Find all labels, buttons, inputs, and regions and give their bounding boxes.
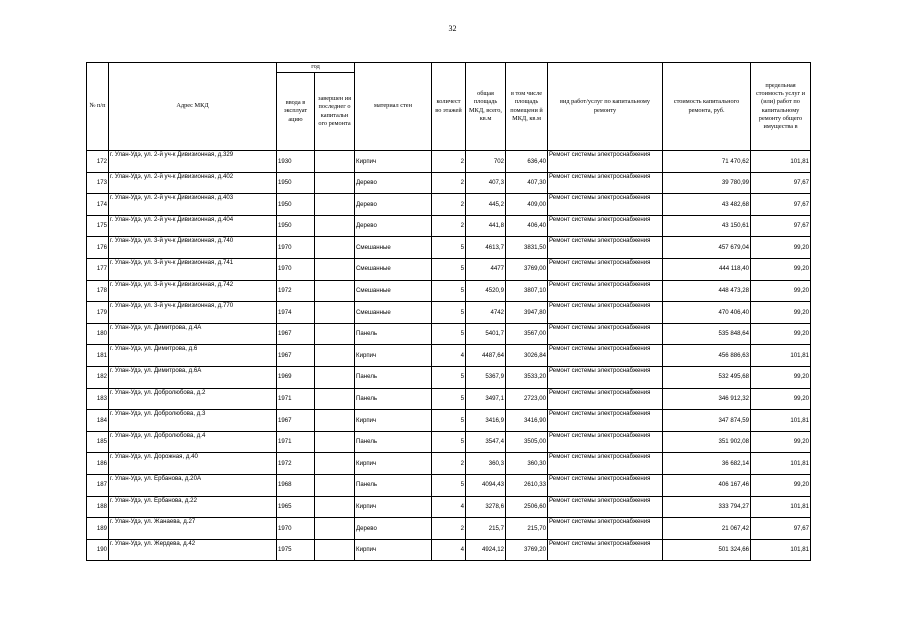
- row-total-area: 5367,9: [466, 366, 506, 388]
- row-max-cost: 99,20: [751, 323, 811, 345]
- row-floors: 4: [432, 539, 466, 561]
- row-number: 188: [87, 496, 109, 518]
- row-year-last-repair: [315, 215, 355, 237]
- row-number: 187: [87, 474, 109, 496]
- row-number: 172: [87, 151, 109, 173]
- row-premises-area: 2723,00: [506, 388, 548, 410]
- row-address: г. Улан-Удэ, ул. 2-й уч-к Дивизионная, д.402: [109, 172, 277, 194]
- row-max-cost: 101,81: [751, 453, 811, 475]
- table-row: [87, 431, 811, 453]
- row-floors: 5: [432, 410, 466, 432]
- row-number: 185: [87, 431, 109, 453]
- row-year-commission: 1967: [277, 323, 315, 345]
- row-cost: 333 794,27: [663, 496, 751, 518]
- row-year-commission: 1970: [277, 237, 315, 259]
- row-floors: 5: [432, 431, 466, 453]
- row-cost: 39 780,99: [663, 172, 751, 194]
- page-number: 32: [448, 24, 457, 33]
- row-year-commission: 1930: [277, 151, 315, 173]
- row-max-cost: 101,81: [751, 345, 811, 367]
- row-year-last-repair: [315, 431, 355, 453]
- header-max-cost: предельная стоимость услуг и (или) работ по капитальному ремонту общего имущества в: [751, 63, 811, 151]
- row-work-type: Ремонт системы электроснабжения: [548, 151, 663, 173]
- row-max-cost: 99,20: [751, 388, 811, 410]
- row-wall-material: Кирпич: [355, 151, 432, 173]
- row-premises-area: 3947,80: [506, 302, 548, 324]
- row-number: 180: [87, 323, 109, 345]
- row-floors: 2: [432, 453, 466, 475]
- header-year-group: год: [277, 63, 355, 73]
- row-year-last-repair: [315, 302, 355, 324]
- row-total-area: 5401,7: [466, 323, 506, 345]
- row-total-area: 702: [466, 151, 506, 173]
- table-row: [87, 302, 811, 324]
- row-total-area: 4924,12: [466, 539, 506, 561]
- row-address: г. Улан-Удэ, ул. 3-й уч-к Дивизионная, д.740: [109, 237, 277, 259]
- row-number: 177: [87, 258, 109, 280]
- row-work-type: Ремонт системы электроснабжения: [548, 280, 663, 302]
- row-number: 189: [87, 518, 109, 540]
- row-address: г. Улан-Удэ, ул. Жанаева, д.27: [109, 518, 277, 540]
- row-year-commission: 1950: [277, 194, 315, 216]
- row-max-cost: 99,20: [751, 280, 811, 302]
- row-address: г. Улан-Удэ, ул. 2-й уч-к Дивизионная, д.404: [109, 215, 277, 237]
- table-row: [87, 258, 811, 280]
- row-wall-material: Дерево: [355, 215, 432, 237]
- row-address: г. Улан-Удэ, ул. Ербанова, д.22: [109, 496, 277, 518]
- row-year-commission: 1967: [277, 410, 315, 432]
- row-year-last-repair: [315, 151, 355, 173]
- row-work-type: Ремонт системы электроснабжения: [548, 258, 663, 280]
- row-wall-material: Смешанные: [355, 237, 432, 259]
- row-year-last-repair: [315, 388, 355, 410]
- row-floors: 5: [432, 388, 466, 410]
- row-number: 174: [87, 194, 109, 216]
- row-year-commission: 1975: [277, 539, 315, 561]
- row-cost: 448 473,28: [663, 280, 751, 302]
- table-row: [87, 388, 811, 410]
- row-total-area: 3278,6: [466, 496, 506, 518]
- row-wall-material: Дерево: [355, 194, 432, 216]
- row-address: г. Улан-Удэ, ул. Добролюбова, д.4: [109, 431, 277, 453]
- row-wall-material: Кирпич: [355, 539, 432, 561]
- row-year-commission: 1950: [277, 215, 315, 237]
- row-number: 179: [87, 302, 109, 324]
- row-wall-material: Кирпич: [355, 453, 432, 475]
- row-year-last-repair: [315, 280, 355, 302]
- row-year-last-repair: [315, 237, 355, 259]
- row-year-last-repair: [315, 172, 355, 194]
- table-row: [87, 366, 811, 388]
- header-cost: стоимость капитального ремонта, руб.: [663, 63, 751, 151]
- table-row: [87, 280, 811, 302]
- row-floors: 5: [432, 323, 466, 345]
- header-work-type: вид работ/услуг по капитальному ремонту: [548, 63, 663, 151]
- row-total-area: 407,3: [466, 172, 506, 194]
- row-work-type: Ремонт системы электроснабжения: [548, 302, 663, 324]
- row-number: 182: [87, 366, 109, 388]
- row-max-cost: 101,81: [751, 410, 811, 432]
- row-year-commission: 1950: [277, 172, 315, 194]
- row-year-last-repair: [315, 539, 355, 561]
- row-year-last-repair: [315, 323, 355, 345]
- header-floors: количест во этажей: [432, 63, 466, 151]
- table-row: [87, 539, 811, 561]
- row-total-area: 445,2: [466, 194, 506, 216]
- row-cost: 21 067,42: [663, 518, 751, 540]
- row-number: 186: [87, 453, 109, 475]
- row-wall-material: Панель: [355, 366, 432, 388]
- row-number: 183: [87, 388, 109, 410]
- row-year-commission: 1972: [277, 280, 315, 302]
- row-total-area: 3497,1: [466, 388, 506, 410]
- row-number: 181: [87, 345, 109, 367]
- row-work-type: Ремонт системы электроснабжения: [548, 237, 663, 259]
- row-address: г. Улан-Удэ, ул. Ербанова, д.20А: [109, 474, 277, 496]
- row-floors: 4: [432, 345, 466, 367]
- row-total-area: 4094,43: [466, 474, 506, 496]
- row-address: г. Улан-Удэ, ул. Димитрова, д.6А: [109, 366, 277, 388]
- row-wall-material: Смешанные: [355, 302, 432, 324]
- row-total-area: 4477: [466, 258, 506, 280]
- row-total-area: 215,7: [466, 518, 506, 540]
- header-year-last-repair: завершен ия последнег о капитальн ого ремонта: [315, 73, 355, 151]
- row-max-cost: 97,67: [751, 518, 811, 540]
- row-work-type: Ремонт системы электроснабжения: [548, 194, 663, 216]
- row-address: г. Улан-Удэ, ул. Добролюбова, д.2: [109, 388, 277, 410]
- row-year-commission: 1967: [277, 345, 315, 367]
- row-premises-area: 3769,00: [506, 258, 548, 280]
- row-cost: 456 886,63: [663, 345, 751, 367]
- row-work-type: Ремонт системы электроснабжения: [548, 172, 663, 194]
- row-cost: 43 150,61: [663, 215, 751, 237]
- table-row: [87, 172, 811, 194]
- row-cost: 71 470,62: [663, 151, 751, 173]
- row-total-area: 360,3: [466, 453, 506, 475]
- header-total-area: общая площадь МКД, всего, кв.м: [466, 63, 506, 151]
- row-max-cost: 99,20: [751, 366, 811, 388]
- row-cost: 444 118,40: [663, 258, 751, 280]
- row-cost: 532 495,68: [663, 366, 751, 388]
- row-floors: 5: [432, 237, 466, 259]
- table-row: [87, 496, 811, 518]
- table-row: [87, 215, 811, 237]
- row-number: 176: [87, 237, 109, 259]
- row-cost: 470 406,40: [663, 302, 751, 324]
- table-row: [87, 453, 811, 475]
- row-max-cost: 97,67: [751, 194, 811, 216]
- row-floors: 2: [432, 215, 466, 237]
- row-premises-area: 406,40: [506, 215, 548, 237]
- row-max-cost: 101,81: [751, 539, 811, 561]
- row-work-type: Ремонт системы электроснабжения: [548, 496, 663, 518]
- table-body: [87, 151, 811, 561]
- row-wall-material: Дерево: [355, 172, 432, 194]
- header-address: Адрес МКД: [109, 63, 277, 151]
- row-work-type: Ремонт системы электроснабжения: [548, 215, 663, 237]
- row-floors: 5: [432, 302, 466, 324]
- table-row: [87, 194, 811, 216]
- row-work-type: Ремонт системы электроснабжения: [548, 366, 663, 388]
- table-row: [87, 345, 811, 367]
- row-premises-area: 2506,60: [506, 496, 548, 518]
- row-premises-area: 407,30: [506, 172, 548, 194]
- row-address: г. Улан-Удэ, ул. Добролюбова, д.3: [109, 410, 277, 432]
- row-number: 184: [87, 410, 109, 432]
- row-cost: 347 874,59: [663, 410, 751, 432]
- repair-table: [86, 62, 811, 561]
- table-row: [87, 323, 811, 345]
- row-wall-material: Панель: [355, 388, 432, 410]
- row-year-commission: 1970: [277, 518, 315, 540]
- row-cost: 43 482,68: [663, 194, 751, 216]
- row-number: 190: [87, 539, 109, 561]
- row-cost: 457 679,04: [663, 237, 751, 259]
- row-work-type: Ремонт системы электроснабжения: [548, 410, 663, 432]
- row-premises-area: 3416,90: [506, 410, 548, 432]
- row-max-cost: 97,67: [751, 172, 811, 194]
- row-max-cost: 97,67: [751, 215, 811, 237]
- row-wall-material: Панель: [355, 323, 432, 345]
- row-total-area: 3416,9: [466, 410, 506, 432]
- header-wall-material: материал стен: [355, 63, 432, 151]
- row-max-cost: 99,20: [751, 237, 811, 259]
- header-premises-area: в том числе площадь помещени й МКД, кв.м: [506, 63, 548, 151]
- row-premises-area: 3026,84: [506, 345, 548, 367]
- table-row: [87, 474, 811, 496]
- row-work-type: Ремонт системы электроснабжения: [548, 323, 663, 345]
- row-premises-area: 3567,00: [506, 323, 548, 345]
- row-address: г. Улан-Удэ, ул. Дорожная, д.40: [109, 453, 277, 475]
- row-floors: 2: [432, 194, 466, 216]
- row-year-commission: 1965: [277, 496, 315, 518]
- row-floors: 2: [432, 151, 466, 173]
- row-year-last-repair: [315, 258, 355, 280]
- row-cost: 351 902,08: [663, 431, 751, 453]
- row-address: г. Улан-Удэ, ул. Димитрова, д.4А: [109, 323, 277, 345]
- row-total-area: 4613,7: [466, 237, 506, 259]
- row-address: г. Улан-Удэ, ул. Димитрова, д.6: [109, 345, 277, 367]
- row-year-commission: 1971: [277, 388, 315, 410]
- row-number: 178: [87, 280, 109, 302]
- row-year-commission: 1974: [277, 302, 315, 324]
- row-premises-area: 3533,20: [506, 366, 548, 388]
- row-cost: 346 912,32: [663, 388, 751, 410]
- row-address: г. Улан-Удэ, ул. 3-й уч-к Дивизионная, д.770: [109, 302, 277, 324]
- row-cost: 406 167,46: [663, 474, 751, 496]
- row-cost: 535 848,64: [663, 323, 751, 345]
- row-year-commission: 1972: [277, 453, 315, 475]
- row-floors: 4: [432, 496, 466, 518]
- row-address: г. Улан-Удэ, ул. Жердева, д.42: [109, 539, 277, 561]
- row-max-cost: 99,20: [751, 258, 811, 280]
- row-year-commission: 1970: [277, 258, 315, 280]
- row-year-last-repair: [315, 474, 355, 496]
- row-max-cost: 101,81: [751, 151, 811, 173]
- row-cost: 501 324,66: [663, 539, 751, 561]
- row-floors: 5: [432, 474, 466, 496]
- row-address: г. Улан-Удэ, ул. 2-й уч-к Дивизионная, д.329: [109, 151, 277, 173]
- row-year-commission: 1968: [277, 474, 315, 496]
- row-year-commission: 1971: [277, 431, 315, 453]
- row-floors: 2: [432, 172, 466, 194]
- row-wall-material: Панель: [355, 474, 432, 496]
- row-year-last-repair: [315, 410, 355, 432]
- table-row: [87, 151, 811, 173]
- row-cost: 36 682,14: [663, 453, 751, 475]
- row-year-last-repair: [315, 518, 355, 540]
- row-premises-area: 3769,20: [506, 539, 548, 561]
- row-floors: 5: [432, 258, 466, 280]
- row-work-type: Ремонт системы электроснабжения: [548, 539, 663, 561]
- row-year-commission: 1969: [277, 366, 315, 388]
- row-work-type: Ремонт системы электроснабжения: [548, 388, 663, 410]
- row-work-type: Ремонт системы электроснабжения: [548, 474, 663, 496]
- row-premises-area: 409,00: [506, 194, 548, 216]
- row-year-last-repair: [315, 366, 355, 388]
- row-premises-area: 636,40: [506, 151, 548, 173]
- table-row: [87, 518, 811, 540]
- header-num: № п/п: [87, 63, 109, 151]
- row-wall-material: Кирпич: [355, 496, 432, 518]
- row-wall-material: Смешанные: [355, 280, 432, 302]
- row-max-cost: 99,20: [751, 302, 811, 324]
- row-work-type: Ремонт системы электроснабжения: [548, 345, 663, 367]
- row-work-type: Ремонт системы электроснабжения: [548, 431, 663, 453]
- table-row: [87, 237, 811, 259]
- row-total-area: 4520,9: [466, 280, 506, 302]
- row-year-last-repair: [315, 194, 355, 216]
- row-max-cost: 101,81: [751, 496, 811, 518]
- row-number: 173: [87, 172, 109, 194]
- header-year-commission: ввода в эксплуат ацию: [277, 73, 315, 151]
- row-work-type: Ремонт системы электроснабжения: [548, 518, 663, 540]
- row-premises-area: 215,70: [506, 518, 548, 540]
- row-total-area: 441,8: [466, 215, 506, 237]
- row-number: 175: [87, 215, 109, 237]
- row-address: г. Улан-Удэ, ул. 3-й уч-к Дивизионная, д.741: [109, 258, 277, 280]
- row-wall-material: Кирпич: [355, 410, 432, 432]
- row-year-last-repair: [315, 496, 355, 518]
- row-premises-area: 3807,10: [506, 280, 548, 302]
- row-total-area: 3547,4: [466, 431, 506, 453]
- row-total-area: 4742: [466, 302, 506, 324]
- row-floors: 5: [432, 366, 466, 388]
- row-floors: 5: [432, 280, 466, 302]
- row-wall-material: Кирпич: [355, 345, 432, 367]
- row-wall-material: Смешанные: [355, 258, 432, 280]
- row-wall-material: Панель: [355, 431, 432, 453]
- row-premises-area: 3831,50: [506, 237, 548, 259]
- row-premises-area: 3505,00: [506, 431, 548, 453]
- row-max-cost: 99,20: [751, 431, 811, 453]
- row-year-last-repair: [315, 345, 355, 367]
- table-row: [87, 410, 811, 432]
- row-address: г. Улан-Удэ, ул. 3-й уч-к Дивизионная, д.742: [109, 280, 277, 302]
- row-premises-area: 2610,33: [506, 474, 548, 496]
- row-floors: 2: [432, 518, 466, 540]
- row-work-type: Ремонт системы электроснабжения: [548, 453, 663, 475]
- row-address: г. Улан-Удэ, ул. 2-й уч-к Дивизионная, д.403: [109, 194, 277, 216]
- row-premises-area: 360,30: [506, 453, 548, 475]
- row-wall-material: Дерево: [355, 518, 432, 540]
- row-total-area: 4487,64: [466, 345, 506, 367]
- row-year-last-repair: [315, 453, 355, 475]
- row-max-cost: 99,20: [751, 474, 811, 496]
